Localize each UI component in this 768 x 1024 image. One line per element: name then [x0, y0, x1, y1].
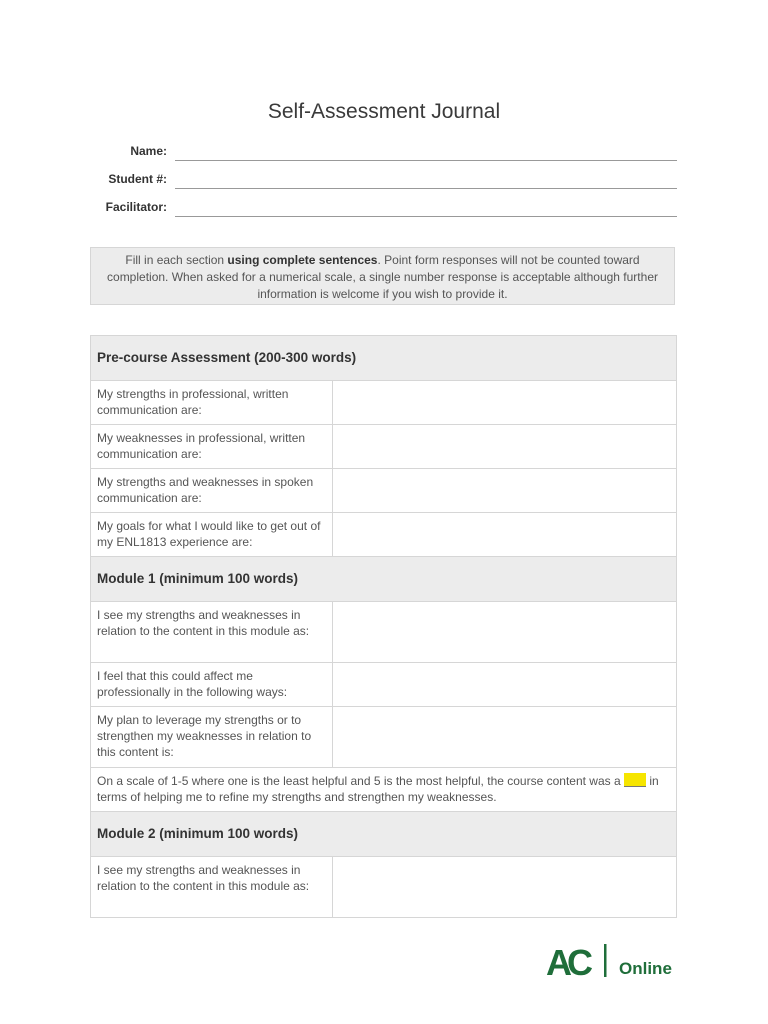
answer-cell[interactable] — [333, 425, 677, 469]
name-input-line[interactable] — [175, 160, 677, 161]
table-row — [91, 602, 677, 663]
table-row — [91, 425, 677, 469]
student-number-input-line[interactable] — [175, 188, 677, 189]
scale-blank-highlight[interactable] — [624, 773, 646, 787]
prompt-cell: My weaknesses in professional, written communication are: — [91, 425, 333, 469]
facilitator-field-row — [60, 194, 677, 220]
answer-cell[interactable] — [333, 381, 677, 425]
student-number-label: Student #: — [108, 172, 167, 186]
prompt-cell: I see my strengths and weaknesses in relation to the content in this module as: — [91, 857, 333, 918]
precourse-section-title: Pre-course Assessment (200-300 words) — [91, 336, 677, 381]
ac-online-logo — [546, 942, 681, 982]
prompt-cell: I see my strengths and weaknesses in relation to the content in this module as: — [91, 602, 333, 663]
answer-cell[interactable] — [333, 663, 677, 707]
answer-cell[interactable] — [333, 857, 677, 918]
table-row — [91, 513, 677, 557]
prompt-cell: I feel that this could affect me professionally in the following ways: — [91, 663, 333, 707]
prompt-cell: My plan to leverage my strengths or to strengthen my weaknesses in relation to this content is: — [91, 707, 333, 768]
answer-cell[interactable] — [333, 513, 677, 557]
module2-section-title: Module 2 (minimum 100 words) — [91, 812, 677, 857]
name-label: Name: — [130, 144, 167, 158]
ac-logo-mark-icon — [546, 942, 616, 982]
scale-text-start: On a scale of 1-5 where one is the least helpful and 5 is the most helpful, the course content was a — [97, 774, 624, 788]
table-row — [91, 381, 677, 425]
answer-cell[interactable] — [333, 469, 677, 513]
scale-row — [91, 768, 677, 812]
section-header-row — [91, 812, 677, 857]
scale-question — [91, 768, 677, 812]
prompt-cell: My goals for what I would like to get out of my ENL1813 experience are: — [91, 513, 333, 557]
facilitator-label: Facilitator: — [105, 200, 167, 214]
instructions-text-end: . Point form responses will not be counted toward completion. When asked for a numerical scale, a single number response is acceptable although further information is welcome if you wish to provide it. — [107, 253, 658, 301]
student-number-field-row — [60, 166, 677, 192]
answer-cell[interactable] — [333, 602, 677, 663]
instructions-text-start: Fill in each section — [125, 253, 228, 267]
name-field-row — [60, 138, 677, 164]
page-title: Self-Assessment Journal — [267, 100, 501, 123]
section-header-row — [91, 336, 677, 381]
svg-text:AC: AC — [546, 942, 588, 982]
facilitator-input-line[interactable] — [175, 216, 677, 217]
instructions-box — [90, 247, 675, 305]
instructions-emphasis: using complete sentences — [227, 253, 378, 267]
table-row — [91, 469, 677, 513]
section-header-row — [91, 557, 677, 602]
logo-text: Online — [619, 959, 672, 978]
table-row — [91, 857, 677, 918]
prompt-cell: My strengths and weaknesses in spoken communication are: — [91, 469, 333, 513]
journal-table — [90, 335, 677, 918]
table-row — [91, 707, 677, 768]
prompt-cell: My strengths in professional, written communication are: — [91, 381, 333, 425]
answer-cell[interactable] — [333, 707, 677, 768]
scale-text-end: in terms of helping me to refine my strengths and strengthen my weaknesses. — [97, 774, 659, 804]
table-row — [91, 663, 677, 707]
module1-section-title: Module 1 (minimum 100 words) — [91, 557, 677, 602]
